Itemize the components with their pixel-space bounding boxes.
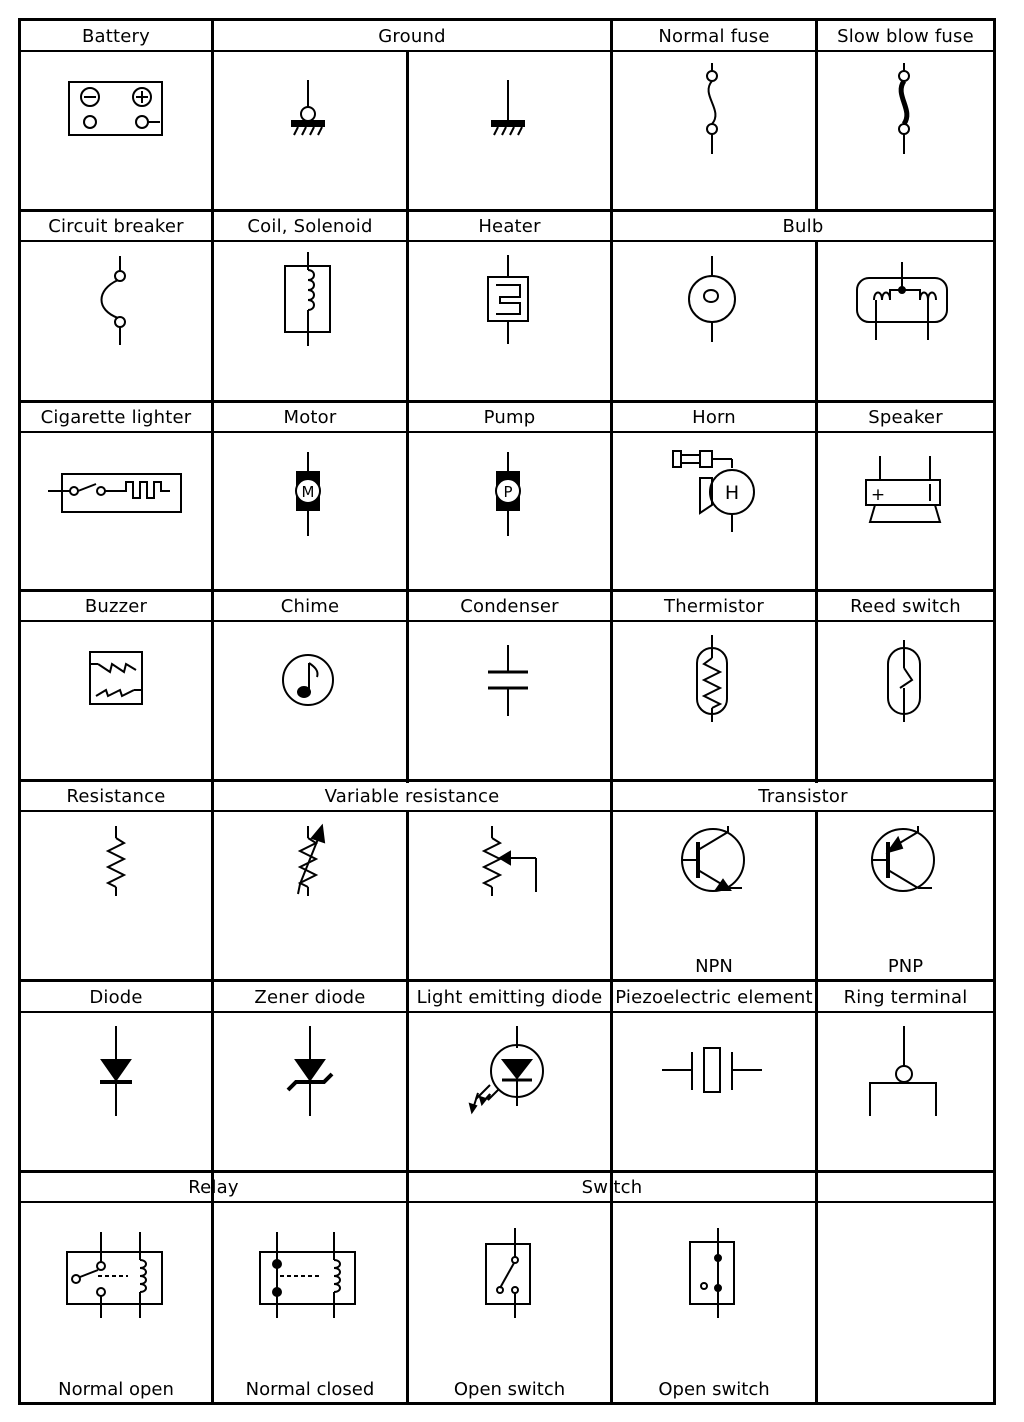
zener-diode-icon [288,1026,332,1116]
label-normal-closed: Normal closed [245,1378,375,1400]
header-motor: Motor [283,406,337,428]
pump-letter: P [503,483,513,501]
header-piezoelectric-element: Piezoelectric element [615,986,813,1008]
dual-filament-bulb-icon [857,262,947,340]
open-switch-alt-icon [690,1228,734,1318]
variable-resistor-icon [298,826,324,896]
header-condenser: Condenser [460,595,559,617]
header-ring-terminal: Ring terminal [843,986,968,1008]
thermistor-icon [697,635,727,722]
header-bulb: Bulb [782,215,824,237]
reed-switch-icon [888,640,920,722]
open-switch-icon [486,1228,530,1318]
header-horn: Horn [692,406,736,428]
label-npn: NPN [695,955,733,977]
header-pump: Pump [483,406,536,428]
horn-icon [673,451,754,532]
led-icon [470,1026,543,1112]
fuse-icon [707,63,717,154]
battery-icon [69,82,162,135]
heater-icon [488,255,528,344]
header-diode: Diode [89,986,143,1008]
speaker-plus: + [870,485,886,505]
header-speaker: Speaker [868,406,943,428]
header-resistance: Resistance [66,785,166,807]
relay-normal-closed-icon [260,1232,355,1318]
speaker-icon [866,456,940,522]
header-reed-switch: Reed switch [850,595,961,617]
header-transistor: Transistor [758,785,848,807]
cigarette-lighter-icon [48,474,181,512]
header-relay: Relay [188,1176,239,1198]
label-open-switch: Open switch [453,1378,566,1400]
pump-icon [496,452,520,536]
potentiometer-icon [484,826,536,896]
pnp-transistor-icon [872,826,934,891]
resistor-icon [108,826,124,896]
piezoelectric-icon [662,1048,762,1092]
ground-terminal-icon [292,80,324,135]
ring-terminal-icon [870,1026,936,1116]
horn-letter: H [724,482,740,504]
relay-normal-open-icon [67,1232,162,1318]
header-thermistor: Thermistor [664,595,764,617]
header-circuit-breaker: Circuit breaker [48,215,184,237]
header-chime: Chime [280,595,340,617]
npn-transistor-icon [682,826,744,891]
coil-icon [285,252,330,346]
header-slow-blow-fuse: Slow blow fuse [837,25,974,47]
motor-icon [296,452,320,536]
motor-letter: M [301,483,315,501]
slow-blow-fuse-icon [899,63,909,154]
header-battery: Battery [81,25,151,47]
chime-icon [283,655,333,705]
header-cigarette-lighter: Cigarette lighter [40,406,192,428]
diode-icon [100,1026,132,1116]
header-buzzer: Buzzer [84,595,148,617]
circuit-breaker-icon [102,256,126,345]
label-pnp: PNP [887,955,924,977]
label-open-switch-alt: Open switch [658,1378,770,1400]
header-normal-fuse: Normal fuse [658,25,770,47]
header-switch: Switch [581,1176,643,1198]
header-light-emitting-diode: Light emitting diode [416,986,603,1008]
header-ground: Ground [378,25,446,47]
header-zener-diode: Zener diode [254,986,366,1008]
label-normal-open: Normal open [58,1378,174,1400]
header-heater: Heater [478,215,541,237]
ground-icon [492,80,524,135]
header-coil-solenoid: Coil, Solenoid [247,215,373,237]
buzzer-icon [90,652,142,704]
capacitor-icon [488,645,528,716]
bulb-icon [689,256,735,342]
header-variable-resistance: Variable resistance [324,785,500,807]
